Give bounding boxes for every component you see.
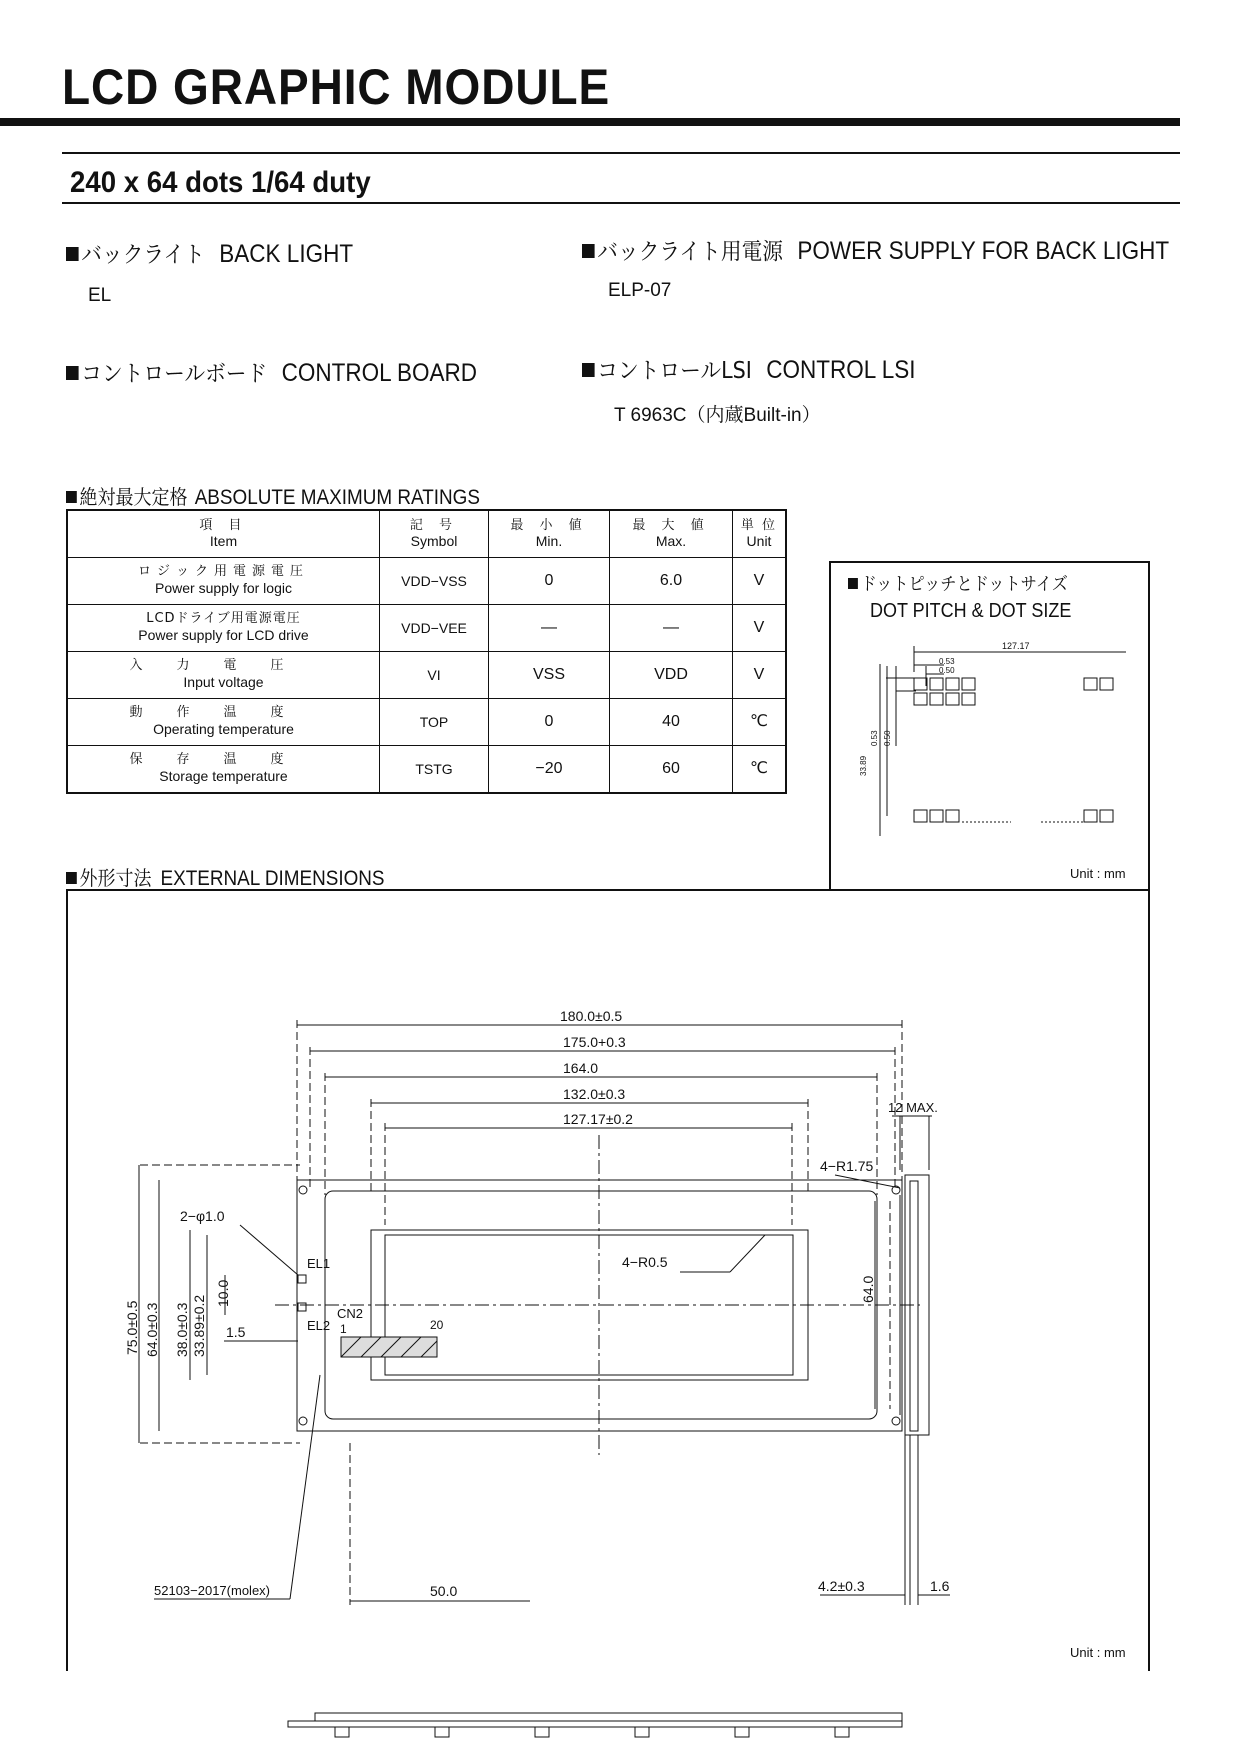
header-symbol: 記 号 Symbol bbox=[380, 510, 489, 558]
bottom-view bbox=[288, 1713, 902, 1737]
dim-w2: 175.0+0.3 bbox=[563, 1034, 626, 1050]
bottom-frame bbox=[288, 1721, 902, 1727]
page-title: LCD GRAPHIC MODULE bbox=[62, 59, 611, 115]
header-max: 最 大 値 Max. bbox=[610, 510, 733, 558]
table-row bbox=[67, 699, 786, 746]
dim-dot: 0.50 bbox=[939, 666, 955, 675]
row-item: 保存温度 Storage temperature bbox=[67, 746, 380, 794]
mount-hole bbox=[299, 1186, 307, 1194]
dim-dot-v: 0.50 bbox=[883, 730, 892, 746]
dim-offset-2: 50.0 bbox=[430, 1583, 458, 1599]
power-supply-heading: バックライト用電源 POWER SUPPLY FOR BACK LIGHT bbox=[582, 233, 1169, 266]
dim-height-total: 33.89 bbox=[859, 755, 868, 776]
title-rule bbox=[0, 118, 1180, 126]
bottom-tab bbox=[835, 1727, 849, 1737]
dot bbox=[930, 810, 943, 822]
bullet-square-icon bbox=[66, 491, 77, 503]
dot-pitch-diagram bbox=[836, 636, 1141, 836]
dim-pitch: 0.53 bbox=[939, 657, 955, 666]
header-unit: 単 位 Unit bbox=[733, 510, 787, 558]
el1-label: EL1 bbox=[307, 1256, 331, 1271]
dim-h2: 64.0±0.3 bbox=[144, 1302, 160, 1357]
row-max: 6.0 bbox=[610, 558, 733, 605]
dot bbox=[914, 678, 927, 690]
dot bbox=[946, 810, 959, 822]
table-row bbox=[67, 746, 786, 794]
leader-line bbox=[835, 1175, 900, 1188]
table-row bbox=[67, 558, 786, 605]
cn2-label: CN2 bbox=[337, 1306, 364, 1321]
dim-h1: 75.0±0.5 bbox=[124, 1300, 140, 1355]
bottom-tab bbox=[635, 1727, 649, 1737]
pin20-label: 20 bbox=[430, 1318, 444, 1332]
dim-offset-1: 1.5 bbox=[226, 1324, 246, 1340]
bullet-square-icon bbox=[848, 578, 858, 589]
row-symbol: TSTG bbox=[380, 746, 489, 794]
bullet-square-icon bbox=[582, 363, 595, 377]
table-row bbox=[67, 605, 786, 652]
dim-w1: 180.0±0.5 bbox=[560, 1008, 623, 1024]
connector-cn2 bbox=[341, 1337, 437, 1357]
row-min: — bbox=[489, 605, 610, 652]
row-min: 0 bbox=[489, 699, 610, 746]
bottom-tab bbox=[335, 1727, 349, 1737]
header-item: 項 目 Item bbox=[67, 510, 380, 558]
dot bbox=[914, 693, 927, 705]
dot bbox=[930, 693, 943, 705]
dot bbox=[914, 810, 927, 822]
dim-t1: 4.2±0.3 bbox=[818, 1578, 865, 1594]
leader-line bbox=[290, 1375, 320, 1599]
pin1-label: 1 bbox=[340, 1322, 347, 1336]
dot bbox=[946, 693, 959, 705]
connector-part-label: 52103−2017(molex) bbox=[154, 1583, 270, 1598]
row-symbol: VI bbox=[380, 652, 489, 699]
dim-h3: 38.0±0.3 bbox=[174, 1302, 190, 1357]
bottom-tab bbox=[535, 1727, 549, 1737]
dot bbox=[1100, 810, 1113, 822]
bullet-square-icon bbox=[66, 366, 79, 380]
dim-side-h: 64.0 bbox=[860, 1275, 876, 1303]
row-symbol: VDD−VSS bbox=[380, 558, 489, 605]
dim-h4: 33.89±0.2 bbox=[191, 1294, 207, 1357]
backlight-value: EL bbox=[88, 285, 112, 306]
leader-line bbox=[240, 1225, 298, 1275]
row-item: ロジック用電源電圧 Power supply for logic bbox=[67, 558, 380, 605]
bottom-tab bbox=[435, 1727, 449, 1737]
header-min: 最 小 値 Min. bbox=[489, 510, 610, 558]
control-board-heading: コントロールボード CONTROL BOARD bbox=[66, 355, 477, 388]
el2-label: EL2 bbox=[307, 1318, 331, 1333]
bullet-square-icon bbox=[66, 247, 79, 261]
page-subtitle: 240 x 64 dots 1/64 duty bbox=[70, 166, 371, 199]
row-max: 60 bbox=[610, 746, 733, 794]
bottom-tab bbox=[735, 1727, 749, 1737]
dim-t2: 1.6 bbox=[930, 1578, 950, 1594]
bullet-square-icon bbox=[66, 872, 77, 884]
dim-pitch-v: 0.53 bbox=[870, 730, 879, 746]
bullet-square-icon bbox=[582, 244, 595, 258]
control-lsi-value: T 6963C（内蔵Built-in） bbox=[614, 405, 821, 426]
row-item: 動作温度 Operating temperature bbox=[67, 699, 380, 746]
hole-label: 2−φ1.0 bbox=[180, 1208, 225, 1224]
ratings-heading: 絶対最大定格 ABSOLUTE MAXIMUM RATINGS bbox=[66, 481, 480, 510]
power-supply-value: ELP-07 bbox=[608, 280, 672, 301]
height-dimensions bbox=[124, 1165, 300, 1443]
control-lsi-heading: コントロールLSI CONTROL LSI bbox=[582, 352, 915, 385]
dim-h5: 10.0 bbox=[215, 1279, 231, 1307]
row-max: — bbox=[610, 605, 733, 652]
dim-width-total: 127.17 bbox=[1002, 641, 1030, 651]
row-unit: V bbox=[733, 605, 787, 652]
external-dimensions-heading: 外形寸法 EXTERNAL DIMENSIONS bbox=[66, 862, 385, 891]
dot-pitch-heading: ドットピッチとドットサイズ bbox=[848, 570, 1068, 596]
row-max: VDD bbox=[610, 652, 733, 699]
row-min: 0 bbox=[489, 558, 610, 605]
ratings-header-row bbox=[67, 510, 786, 558]
row-item: LCDドライブ用電源電圧 Power supply for LCD drive bbox=[67, 605, 380, 652]
dot-grid bbox=[914, 678, 1113, 822]
row-unit: ℃ bbox=[733, 746, 787, 794]
dot bbox=[1100, 678, 1113, 690]
mount-hole bbox=[892, 1417, 900, 1425]
row-symbol: VDD−VEE bbox=[380, 605, 489, 652]
row-min: VSS bbox=[489, 652, 610, 699]
subtitle-rule-top bbox=[62, 152, 1180, 154]
side-glass bbox=[910, 1181, 918, 1431]
bottom-pcb bbox=[315, 1713, 902, 1721]
dot-pitch-unit: Unit : mm bbox=[1070, 866, 1126, 881]
dot bbox=[962, 693, 975, 705]
dim-w3: 164.0 bbox=[563, 1060, 599, 1076]
row-max: 40 bbox=[610, 699, 733, 746]
dim-w4: 132.0±0.3 bbox=[563, 1086, 626, 1102]
corner-radius-label: 4−R1.75 bbox=[820, 1158, 874, 1174]
ratings-table bbox=[66, 509, 787, 794]
inner-radius-label: 4−R0.5 bbox=[622, 1254, 668, 1270]
row-unit: V bbox=[733, 558, 787, 605]
dot-pitch-heading-en: DOT PITCH & DOT SIZE bbox=[870, 600, 1072, 622]
row-unit: ℃ bbox=[733, 699, 787, 746]
dim-w5: 127.17±0.2 bbox=[563, 1111, 633, 1127]
row-unit: V bbox=[733, 652, 787, 699]
dim-max-thickness: 12 MAX. bbox=[888, 1100, 938, 1115]
leader-line bbox=[730, 1235, 765, 1272]
dot bbox=[930, 678, 943, 690]
mount-hole bbox=[299, 1417, 307, 1425]
dot bbox=[1084, 810, 1097, 822]
el1-pin bbox=[298, 1275, 306, 1283]
dot bbox=[962, 678, 975, 690]
external-dimensions-drawing bbox=[124, 985, 1100, 1599]
row-min: −20 bbox=[489, 746, 610, 794]
dot bbox=[946, 678, 959, 690]
el2-pin bbox=[298, 1303, 306, 1311]
row-symbol: TOP bbox=[380, 699, 489, 746]
external-dimensions-unit: Unit : mm bbox=[1070, 1645, 1126, 1660]
dot bbox=[1084, 678, 1097, 690]
subtitle-rule-bottom bbox=[62, 202, 1180, 204]
backlight-heading: バックライト BACK LIGHT bbox=[66, 236, 353, 269]
table-row bbox=[67, 652, 786, 699]
row-item: 入力電圧 Input voltage bbox=[67, 652, 380, 699]
